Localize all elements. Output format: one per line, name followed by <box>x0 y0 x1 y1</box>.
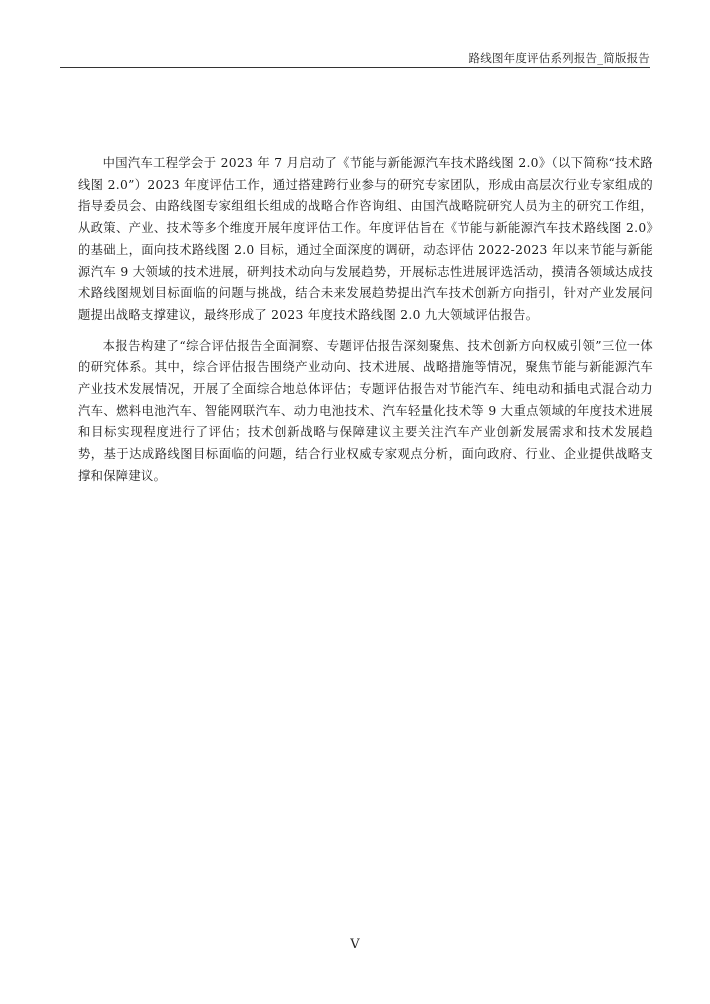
paragraph-intro: 中国汽车工程学会于 2023 年 7 月启动了《节能与新能源汽车技术路线图 2.0》（以下简称“技术路线图 2.0”）2023 年度评估工作，通过搭建跨行业参与的研究专家团队，形成由高层次行业专家组成的指导委员会、由路线图专家组组长组成的战略合作咨询组、由国汽战略院研究人员为主的研究工作组，从政策、产业、技术等多个维度开展年度评估工作。年度评估旨在《节能与新能源汽车技术路线图 2.0》的基础上，面向技术路线图 2.0 目标，通过全面深度的调研，动态评估 2022-2023 年以来节能与新能源汽车 9 大领域的技术进展，研判技术动向与发展趋势，开展标志性进展评选活动，摸清各领域达成技术路线图规划目标面临的问题与挑战，结合未来发展趋势提出汽车技术创新方向指引，针对产业发展问题提出战略支撑建议，最终形成了 2023 年度技术路线图 2.0 九大领域评估报告。 <box>78 156 653 322</box>
running-header: 路线图年度评估系列报告_简版报告 <box>468 51 650 65</box>
header-rule <box>60 67 650 68</box>
paragraph-structure: 本报告构建了“综合评估报告全面洞察、专题评估报告深刻聚焦、技术创新方向权威引领”三位一体的研究体系。其中，综合评估报告围绕产业动向、技术进展、战略措施等情况，聚焦节能与新能源汽车产业技术发展情况，开展了全面综合地总体评估；专题评估报告对节能汽车、纯电动和插电式混合动力汽车、燃料电池汽车、智能网联汽车、动力电池技术、汽车轻量化技术等 9 大重点领域的年度技术进展和目标实现程度进行了评估；技术创新战略与保障建议主要关注汽车产业创新发展需求和技术发展趋势，基于达成路线图目标面临的问题，结合行业权威专家观点分析，面向政府、行业、企业提供战略支撑和保障建议。 <box>78 338 653 483</box>
page-number: V <box>350 937 360 952</box>
body-text <box>78 153 653 497</box>
